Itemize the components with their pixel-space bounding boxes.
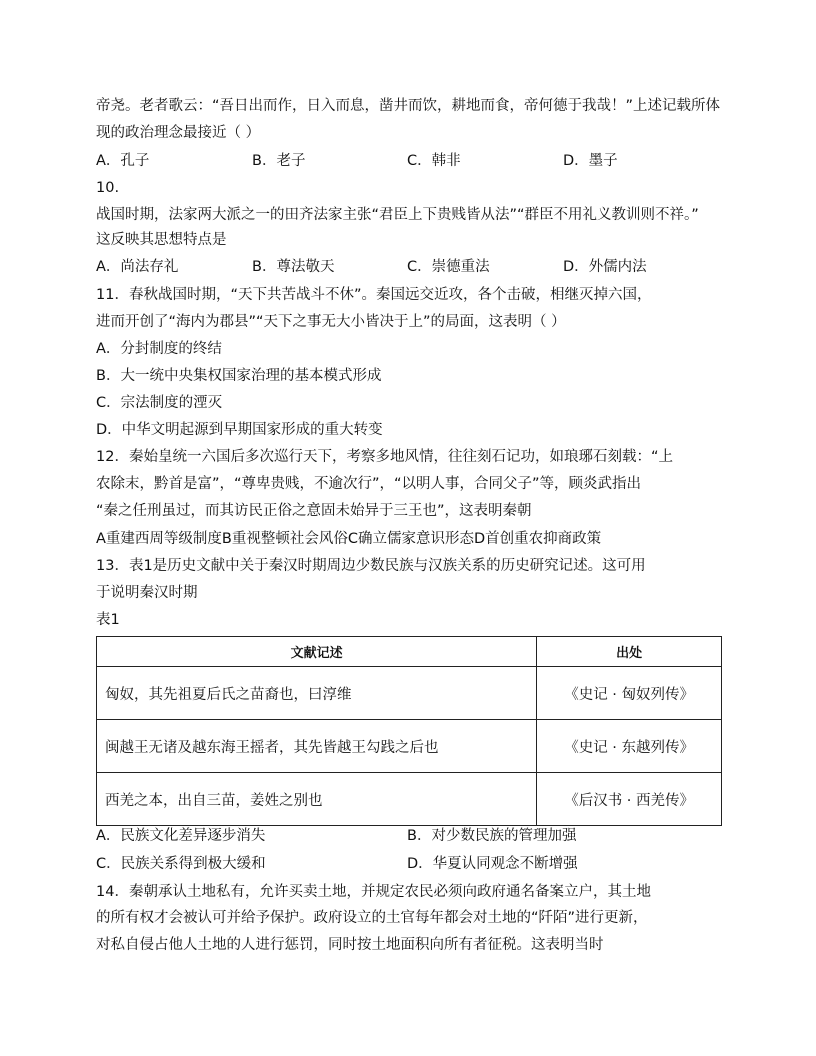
q10-option-d: D．外儒内法 (563, 259, 647, 275)
table-cell-record: 闽越王无诸及越东海王摇者，其先皆越王勾践之后也 (97, 720, 537, 773)
q13-line-2: 于说明秦汉时期 (96, 585, 198, 601)
table-header-source: 出处 (537, 637, 722, 667)
q10-option-c: C．崇德重法 (407, 259, 490, 275)
table-header-row (97, 637, 722, 667)
q12-line-1: 12．秦始皇统一六国后多次巡行天下，考察多地风情，往往刻石记功，如琅琊石刻载：“上 (96, 449, 673, 465)
table-cell-source: 《后汉书 · 西羌传》 (537, 773, 722, 826)
q10-option-b: B．尊法敬天 (252, 259, 335, 275)
q13-option-b: B．对少数民族的管理加强 (407, 828, 577, 844)
q9-option-b: B．老子 (252, 153, 306, 169)
q12-line-2: 农除末，黔首是富”，“尊卑贵贱，不逾次行”，“以明人事，合同父子”等，顾炎武指出 (96, 476, 642, 492)
q14-line-1: 14．秦朝承认土地私有，允许买卖土地，并规定农民必须向政府通名备案立户，其土地 (96, 884, 651, 900)
q12-line-3: “秦之任刑虽过，而其访民正俗之意固未始异于三王也”，这表明秦朝 (96, 503, 532, 519)
q10-line-2: 这反映其思想特点是 (96, 232, 227, 248)
q13-option-c: C．民族关系得到极大缓和 (96, 856, 266, 872)
table-row (97, 720, 722, 773)
table-row (97, 667, 722, 720)
q14-line-2: 的所有权才会被认可并给予保护。政府设立的土官每年都会对土地的“阡陌”进行更新， (96, 910, 648, 926)
table-cell-source: 《史记 · 匈奴列传》 (537, 667, 722, 720)
q11-option-a: A．分封制度的终结 (96, 341, 222, 357)
q10-number: 10. (96, 180, 120, 196)
q11-line-1: 11．春秋战国时期，“天下共苦战斗不休”。秦国远交近攻，各个击破，相继灭掉六国， (96, 287, 652, 303)
table-cell-source: 《史记 · 东越列传》 (537, 720, 722, 773)
q11-option-c: C．宗法制度的湮灭 (96, 395, 223, 411)
q9-line-1: 帝尧。老者歌云：“吾日出而作，日入而息，凿井而饮，耕地而食，帝何德于我哉！”上述记载所体 (96, 98, 721, 114)
q13-line-1: 13．表1是历史文献中关于秦汉时期周边少数民族与汉族关系的历史研究记述。这可用 (96, 558, 646, 574)
table-cell-record: 西羌之本，出自三苗，姜姓之别也 (97, 773, 537, 826)
q11-option-d: D．中华文明起源到早期国家形成的重大转变 (96, 422, 383, 438)
q11-line-2: 进而开创了“海内为郡县”“天下之事无大小皆决于上”的局面，这表明（ ） (96, 314, 566, 330)
literature-table (96, 636, 722, 826)
table-caption: 表1 (96, 612, 120, 628)
q12-options: A重建西周等级制度B重视整顿社会风俗C确立儒家意识形态D首创重农抑商政策 (96, 531, 602, 547)
q11-option-b: B．大一统中央集权国家治理的基本模式形成 (96, 368, 382, 384)
q10-option-a: A．尚法存礼 (96, 259, 179, 275)
table-row (97, 773, 722, 826)
table-header-record: 文献记述 (97, 637, 537, 667)
q9-option-a: A．孔子 (96, 153, 150, 169)
q9-option-c: C．韩非 (407, 153, 461, 169)
q10-line-1: 战国时期，法家两大派之一的田齐法家主张“君臣上下贵贱皆从法”“群臣不用礼义教训则不祥。” (96, 207, 699, 223)
q9-option-d: D．墨子 (563, 153, 618, 169)
q9-line-2: 现的政治理念最接近（ ） (96, 125, 261, 141)
table-cell-record: 匈奴，其先祖夏后氏之苗裔也，曰淳维 (97, 667, 537, 720)
q14-line-3: 对私自侵占他人土地的人进行惩罚，同时按土地面积向所有者征税。这表明当时 (96, 937, 604, 953)
q13-option-a: A．民族文化差异逐步消失 (96, 828, 266, 844)
q13-option-d: D．华夏认同观念不断增强 (407, 856, 578, 872)
